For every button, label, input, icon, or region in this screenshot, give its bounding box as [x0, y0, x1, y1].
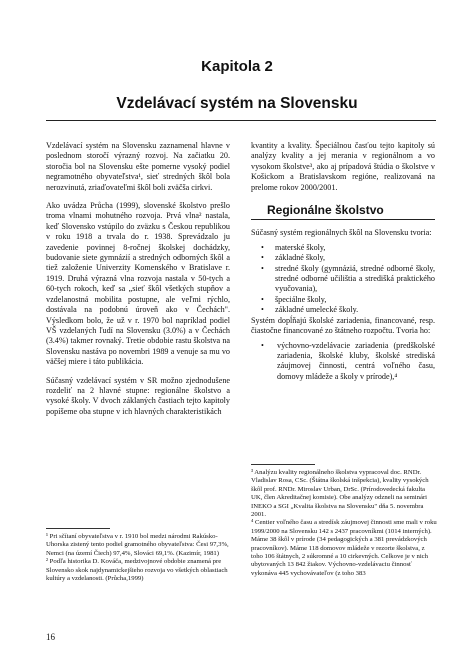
chapter-label: Kapitola 2: [201, 58, 273, 75]
facility-list: [251, 341, 435, 383]
paragraph: Systém dopĺňajú školské zariadenia, financované, resp. čiastočne financované zo štátneho rozpočtu. Tvoria ho:: [251, 315, 435, 336]
section-heading: Regionálne školstvo: [267, 203, 384, 218]
list-item: • výchovno-vzdelávacie zariadenia (predškolské zariadenia, školské kluby, školské strediská záujmovej činnosti, centrá voľného času, domovy mládeže a školy v prírode),⁴: [251, 341, 435, 383]
footnotes-right: [251, 464, 437, 578]
footnote-divider: [251, 464, 315, 465]
paragraph: Vzdelávací systém na Slovensku zaznamenal hlavne v poslednom storočí výrazný rozvoj. Na začiatku 20. storočia bol na Slovensku ešte pomerne vysoký podiel negramotného obyvateľstva¹, sieť stredných škôl bola nerozvinutá, zriaďovateľmi škôl boli zväčša cirkvi.: [46, 141, 230, 192]
left-column: [46, 141, 230, 417]
footnote: ² Podľa historika D. Kováča, medzivojnové obdobie znamená pre Slovensko skok najdynamickejšieho rozvoja vo všetkých oblastiach kultúry a vzdelanosti. (Průcha,1999): [46, 558, 228, 583]
paragraph: kvantity a kvality. Špeciálnou časťou tejto kapitoly sú analýzy kvality a jej merania v regionálnom a vo vysokom školstve³, ako aj prípadová štúdia o školstve v Košickom a Bratislavskom regióne, realizovaná na prelome rokov 2000/2001.: [251, 141, 435, 192]
footnote: ⁴ Centier voľného času a stredísk záujmovej činnosti sme mali v roku 1999/2000 na Slovensku 142 s 2437 pracovníkmi (1014 interných). Máme 38 škôl v prírode (34 pedagogických a 381 prevádzkových pracovníkov). Máme 118 domovov mládeže v rezorte školstva, z toho 106 štátnych, 2 súkromné a 10 cirkevných. Celkove je v nich ubytovaných 13 842 žiakov. Výchovno-vzdelávaciu činnosť vykonáva 445 vychovávateľov (z toho 383: [251, 519, 437, 577]
footnotes-left: [46, 528, 232, 583]
list-item: • základné školy,: [251, 253, 435, 263]
list-item: • stredné školy (gymnáziá, stredné odborné školy, stredné odborné učilištia a stredišká praktického vyučovania),: [251, 264, 435, 295]
right-column: [251, 141, 435, 382]
footnote-divider: [46, 528, 110, 529]
title-divider: [46, 120, 436, 121]
paragraph: Súčasný systém regionálnych škôl na Slovensku tvoria:: [251, 228, 432, 238]
paragraph: Ako uvádza Průcha (1999), slovenské školstvo prešlo troma vlnami mohutného rozvoja. Prvá vlna² nastala, keď Slovensko vstúpilo do zväzku s Českou republikou v roku 1918 a trvala do r. 1938. Sprevádzalo ju zavedenie povinnej 8-ročnej školskej dochádzky, budovanie siete gymnázií a stredných odborných škôl a tiež založenie Univerzity Komenského v Bratislave r. 1919. Druhá výrazná vlna rozvoja nastala v 50-tych a 60-tych rokoch, keď sa „sieť škôl všetkých stupňov a vzdelanostná mobilita postupne, ale veľmi rýchlo, dostávala na podobnú úroveň ako v Čechách". Výsledkom bolo, že už v r. 1970 bol napríklad podiel VŠ vzdelaných ľudí na Slovensku (3.0%) a v Čechách (3.4%) takmer rovnaký. Tretie obdobie rastu školstva na Slovensku nastáva po novembri 1989 a venuje sa mu vo väčšej miere i táto publikácia.: [46, 201, 230, 367]
list-item: • špeciálne školy,: [251, 295, 435, 305]
section-divider: [251, 219, 435, 220]
footnote: ³ Analýzu kvality regionálneho školstva vypracoval doc. RNDr. Vladislav Rosa, CSc. (Štátna školská inšpekcia), kvality vysokých škôl prof. RNDr. Miroslav Urban, DrSc. (Prírodovedecká fakulta UK, člen Akreditačnej komisie). Obe analýzy odzneli na seminári INEKO a SGI „Kvalita školstva na Slovensku" dňa 5. novembra 2001.: [251, 469, 429, 519]
paragraph: Súčasný vzdelávací systém v SR možno zjednodušene rozdeliť na 2 hlavné stupne: regionálne školstvo a vysoké školy. V dvoch záklaných častiach tejto kapitoly popíšeme oba stupne v ich hlavných charakteristikách: [46, 375, 230, 416]
page-number: 16: [46, 632, 55, 642]
list-item: • materské školy,: [251, 243, 435, 253]
school-type-list: [251, 243, 435, 316]
footnote: ¹ Pri sčítaní obyvateľstva v r. 1910 bol medzi národmi Rakúsko-Uhorska zistený tento podiel gramotného obyvateľstva: Česi 97,3%, Nemci (na území Čiech) 97,4%, Slováci 69,1%. (Kazimír, 1981): [46, 533, 229, 557]
page-title: Vzdelávací systém na Slovensku: [116, 95, 358, 112]
list-item: • základné umelecké školy.: [251, 305, 435, 315]
